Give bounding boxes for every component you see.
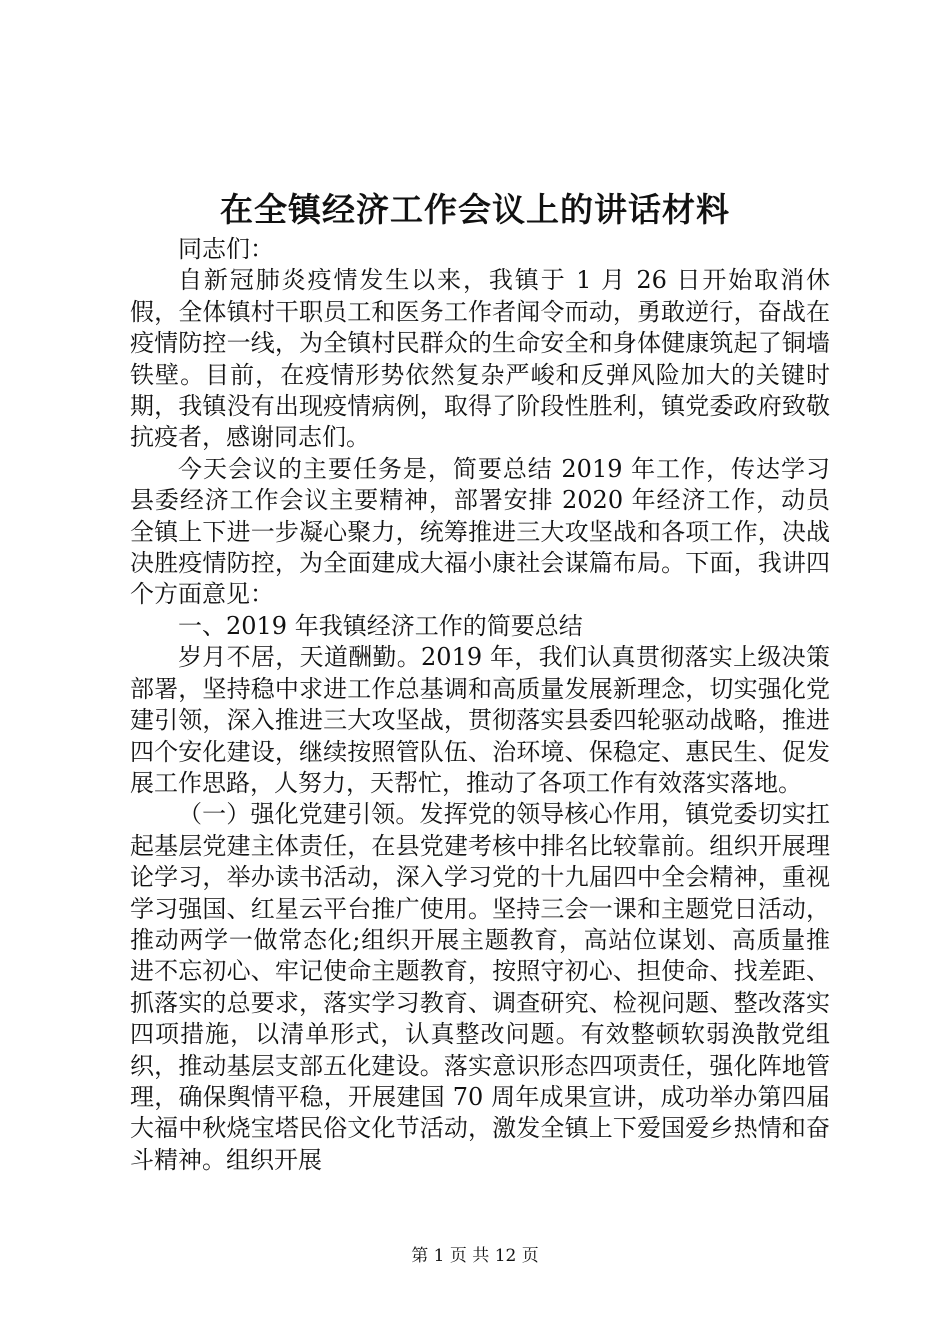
salutation-paragraph: 同志们： bbox=[178, 235, 274, 263]
page-number-footer: 第 1 页 共 12 页 bbox=[411, 1246, 539, 1266]
body-paragraph: （一）强化党建引领。发挥党的领导核心作用，镇党委切实扛起基层党建主体责任，在县党建考核中排名比较靠前。组织开展理论学习，举办读书活动，深入学习党的十九届四中全会精神，重视学习强国、红星云平台推广使用。坚持三会一课和主题党日活动，推动两学一做常态化;组织开展主题教育，高站位谋划、高质量推进不忘初心、牢记使命主题教育，按照守初心、担使命、找差距、抓落实的总要求，落实学习教育、调查研究、检视问题、整改落实四项措施，以清单形式，认真整改问题。有效整顿软弱涣散党组织，推动基层支部五化建设。落实意识形态四项责任，强化阵地管理，确保舆情平稳，开展建国 70 周年成果宣讲，成功举办第四届大福中秋烧宝塔民俗文化节活动，激发全镇上下爱国爱乡热情和奋斗精神。组织开展 bbox=[130, 800, 830, 1174]
document-title: 在全镇经济工作会议上的讲话材料 bbox=[220, 190, 730, 229]
body-paragraph: 岁月不居，天道酬勤。2019 年，我们认真贯彻落实上级决策部署，坚持稳中求进工作总基调和高质量发展新理念，切实强化党建引领，深入推进三大攻坚战，贯彻落实县委四轮驱动战略，推进四个安化建设，继续按照管队伍、治环境、保稳定、惠民生、促发展工作思路，人努力，天帮忙，推动了各项工作有效落实落地。 bbox=[130, 643, 830, 797]
body-paragraph: 今天会议的主要任务是，简要总结 2019 年工作，传达学习县委经济工作会议主要精神，部署安排 2020 年经济工作，动员全镇上下进一步凝心聚力，统筹推进三大攻坚战和各项工作，决战决胜疫情防控，为全面建成大福小康社会谋篇布局。下面，我讲四个方面意见： bbox=[130, 454, 830, 609]
section-heading: 一、2019 年我镇经济工作的简要总结 bbox=[178, 611, 583, 640]
body-paragraph: 自新冠肺炎疫情发生以来，我镇于 1 月 26 日开始取消休假，全体镇村干职员工和医务工作者闻令而动，勇敢逆行，奋战在疫情防控一线，为全镇村民群众的生命安全和身体健康筑起了铜墙铁壁。目前，在疫情形势依然复杂严峻和反弹风险加大的关键时期，我镇没有出现疫情病例，取得了阶段性胜利，镇党委政府致敬抗疫者，感谢同志们。 bbox=[130, 266, 830, 452]
document-body bbox=[130, 234, 830, 1176]
